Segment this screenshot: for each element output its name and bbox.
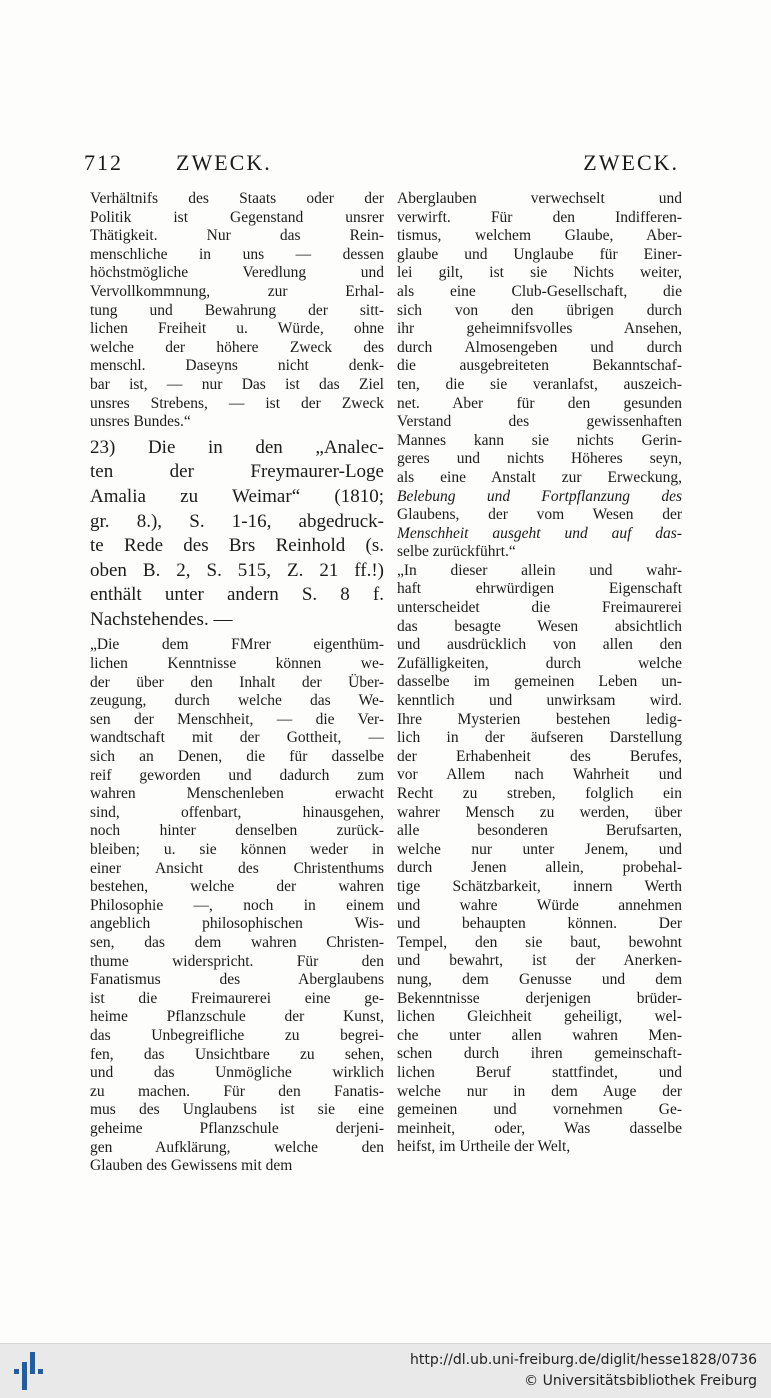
text-line: vor Allem nach Wahrheit und xyxy=(397,766,682,784)
text-line: Tempel, den sie baut, bewohnt xyxy=(397,933,682,951)
text-line: Recht zu streben, folglich ein xyxy=(397,785,682,802)
left-column xyxy=(90,190,384,1176)
text-line: die ausgebreiteten Bekanntschaf- xyxy=(397,357,682,375)
text-line: gen Aufklärung, welche den xyxy=(90,1138,384,1156)
text-line: das besagte Wesen absichtlich xyxy=(397,617,682,635)
text-line: Nachstehendes. — xyxy=(90,608,233,630)
text-line: welche nur in dem Auge der xyxy=(397,1082,682,1100)
text-line: unterscheidet die Freimaurerei xyxy=(397,599,682,617)
text-line: Zufälligkeiten, durch welche xyxy=(397,654,682,672)
text-line: unsres Bundes.“ xyxy=(90,413,191,431)
text-line: wahren Menschenleben erwacht xyxy=(90,785,384,803)
text-line: Ihre Mysterien bestehen ledig- xyxy=(397,710,682,728)
text-line: tung und Bewahrung der sitt- xyxy=(90,301,384,319)
running-title-right: ZWECK. xyxy=(583,150,679,175)
text-line: Verstand des gewissenhaften xyxy=(397,413,682,431)
text-line: und bewahrt, ist der Anerken- xyxy=(397,952,682,970)
text-line: reif geworden und dadurch zum xyxy=(90,766,384,784)
text-line: geheime Pflanzschule derjeni- xyxy=(90,1119,384,1137)
copyright-notice: © Universitätsbibliothek Freiburg xyxy=(524,1373,757,1389)
text-line: und wahre Würde annehmen xyxy=(397,896,682,914)
text-line: durch Almosengeben und durch xyxy=(397,338,682,356)
text-line: welche nur unter Jenem, und xyxy=(397,840,682,858)
text-line: selbe zurückführt.“ xyxy=(397,543,516,561)
text-line: kenntlich und unwirksam wird. xyxy=(397,692,682,710)
text-line: geres und nichts Höheres seyn, xyxy=(397,450,682,468)
text-line: enthält unter andern S. 8 f. xyxy=(90,584,384,606)
text-line: ist die Freimaurerei eine ge- xyxy=(90,989,384,1007)
text-line: Fanatismus des Aberglaubens xyxy=(90,971,384,989)
text-line: und behaupten können. Der xyxy=(397,915,682,933)
text-line: Politik ist Gegenstand unsrer xyxy=(90,208,384,226)
ub-freiburg-logo-icon[interactable] xyxy=(14,1352,48,1390)
text-line: zu machen. Für den Fanatis- xyxy=(90,1082,384,1100)
text-line: durch Jenen allein, probehal- xyxy=(397,859,682,877)
text-line: gemeinen und vornehmen Ge- xyxy=(397,1101,682,1119)
text-line: lichen Beruf stattfindet, und xyxy=(397,1063,682,1081)
text-line: Bekenntnisse derjenigen brüder- xyxy=(397,989,682,1007)
right-column xyxy=(397,190,682,1157)
text-line: oben B. 2, S. 515, Z. 21 ff.!) xyxy=(90,559,384,581)
text-line: Aberglauben verwechselt und xyxy=(397,190,682,207)
text-line: te Rede des Brs Reinhold (s. xyxy=(90,535,384,557)
text-line: dasselbe im gemeinen Leben un- xyxy=(397,673,682,691)
text-line: Verhältnifs des Staats oder der xyxy=(90,190,384,207)
text-line: bar ist, — nur Das ist das Ziel xyxy=(90,375,384,393)
text-line: Mannes kann sie nichts Gerin- xyxy=(397,431,682,449)
text-line: höchstmögliche Veredlung und xyxy=(90,264,384,282)
text-line: angeblich philosophischen Wis- xyxy=(90,915,384,933)
text-line: lichen Gleichheit geheiligt, wel- xyxy=(397,1008,682,1026)
text-line: zeugung, durch welche das We- xyxy=(90,692,384,710)
text-line: Amalia zu Weimar“ (1810; xyxy=(90,485,384,507)
text-line: tige Schätzbarkeit, innern Werth xyxy=(397,877,682,895)
text-line: lichen Kenntnisse können we- xyxy=(90,655,384,673)
left-column-opening-paragraph xyxy=(90,190,384,432)
text-line: verwirft. Für den Indifferen- xyxy=(397,208,682,226)
text-line: heime Pflanzschule der Kunst, xyxy=(90,1008,384,1026)
text-line: fen, das Unsichtbare zu sehen, xyxy=(90,1045,384,1063)
text-line: che unter allen wahren Men- xyxy=(397,1026,682,1044)
permalink-url[interactable]: http://dl.ub.uni-freiburg.de/diglit/hesse1828/0736 xyxy=(409,1352,757,1368)
text-line: meinheit, oder, Was dasselbe xyxy=(397,1119,682,1137)
text-line: lei gilt, ist sie Nichts weiter, xyxy=(397,264,682,282)
text-line: noch hinter denselben zurück- xyxy=(90,822,384,840)
text-line: lich in der äufseren Darstellung xyxy=(397,729,682,747)
text-line: sen der Menschheit, — die Ver- xyxy=(90,710,384,728)
text-line: sich von den übrigen durch xyxy=(397,301,682,319)
text-line: der Erhabenheit des Berufes, xyxy=(397,747,682,765)
text-line: ihr geheimnifsvolles Ansehen, xyxy=(397,320,682,338)
text-line: haft ehrwürdigen Eigenschaft xyxy=(397,580,682,598)
text-line: und das Unmögliche wirklich xyxy=(90,1064,384,1082)
text-line: ten, die sie veranlafst, auszeich- xyxy=(397,375,682,393)
text-line: menschl. Daseyns nicht denk- xyxy=(90,357,384,375)
text-line: Glauben des Gewissens mit dem xyxy=(90,1157,293,1175)
text-line: 23) Die in den „Analec- xyxy=(90,436,384,458)
text-line: net. Aber für den gesunden xyxy=(397,394,682,412)
text-line: unsres Strebens, — ist der Zweck xyxy=(90,394,384,412)
viewer-footer xyxy=(0,1343,771,1398)
text-line: der über den Inhalt der Über- xyxy=(90,673,384,691)
text-line: Menschheit ausgeht und auf das- xyxy=(397,524,682,542)
text-line: wandtschaft mit der Gottheit, — xyxy=(90,729,384,747)
text-line: menschliche in uns — dessen xyxy=(90,245,384,263)
text-line: Thätigkeit. Nur das Rein- xyxy=(90,227,384,245)
text-line: lichen Freiheit u. Würde, ohne xyxy=(90,320,384,338)
text-line: thume widerspricht. Für den xyxy=(90,952,384,970)
text-line: das Unbegreifliche zu begrei- xyxy=(90,1026,384,1044)
text-line: bleiben; u. sie können weder in xyxy=(90,841,384,858)
text-line: glaube und Unglaube für Einer- xyxy=(397,245,682,263)
text-line: und ausdrücklich von allen den xyxy=(397,636,682,654)
text-line: alle besonderen Berufsarten, xyxy=(397,822,682,840)
text-line: gr. 8.), S. 1-16, abgedruck- xyxy=(90,510,384,532)
text-line: heifst, im Urtheile der Welt, xyxy=(397,1138,571,1156)
text-line: mus des Unglaubens ist sie eine xyxy=(90,1101,384,1119)
text-line: einer Ansicht des Christenthums xyxy=(90,859,384,877)
text-line: welche der höhere Zweck des xyxy=(90,338,384,356)
text-line: wahrer Mensch zu werden, über xyxy=(397,803,682,821)
running-head xyxy=(84,150,687,180)
running-title-left: ZWECK. xyxy=(176,150,272,175)
text-line: Glaubens, der vom Wesen der xyxy=(397,506,682,524)
text-line: nung, dem Genusse und dem xyxy=(397,970,682,988)
text-line: bestehen, welche der wahren xyxy=(90,878,384,896)
right-column-paragraph-1 xyxy=(397,190,682,562)
text-line: Belebung und Fortpflanzung des xyxy=(397,487,682,505)
text-line: „In dieser allein und wahr- xyxy=(397,561,682,579)
text-line: Vervollkommnung, zur Erhal- xyxy=(90,282,384,300)
item-23-paragraph xyxy=(90,436,384,633)
text-line: als eine Anstalt zur Erweckung, xyxy=(397,468,682,486)
right-column-paragraph-2 xyxy=(397,562,682,1157)
page-number: 712 xyxy=(84,150,123,175)
text-line: „Die dem FMrer eigenthüm- xyxy=(90,636,384,654)
quotation-paragraph xyxy=(90,636,384,1175)
text-line: schen durch ihren gemeinschaft- xyxy=(397,1045,682,1063)
text-line: als eine Club-Gesellschaft, die xyxy=(397,282,682,300)
text-line: sind, offenbart, hinausgehen, xyxy=(90,803,384,821)
text-line: ten der Freymaurer-Loge xyxy=(90,461,384,483)
text-line: sen, das dem wahren Christen- xyxy=(90,933,384,951)
text-line: sich an Denen, die für dasselbe xyxy=(90,748,384,766)
text-line: Philosophie —, noch in einem xyxy=(90,896,384,914)
text-line: tismus, welchem Glaube, Aber- xyxy=(397,227,682,245)
